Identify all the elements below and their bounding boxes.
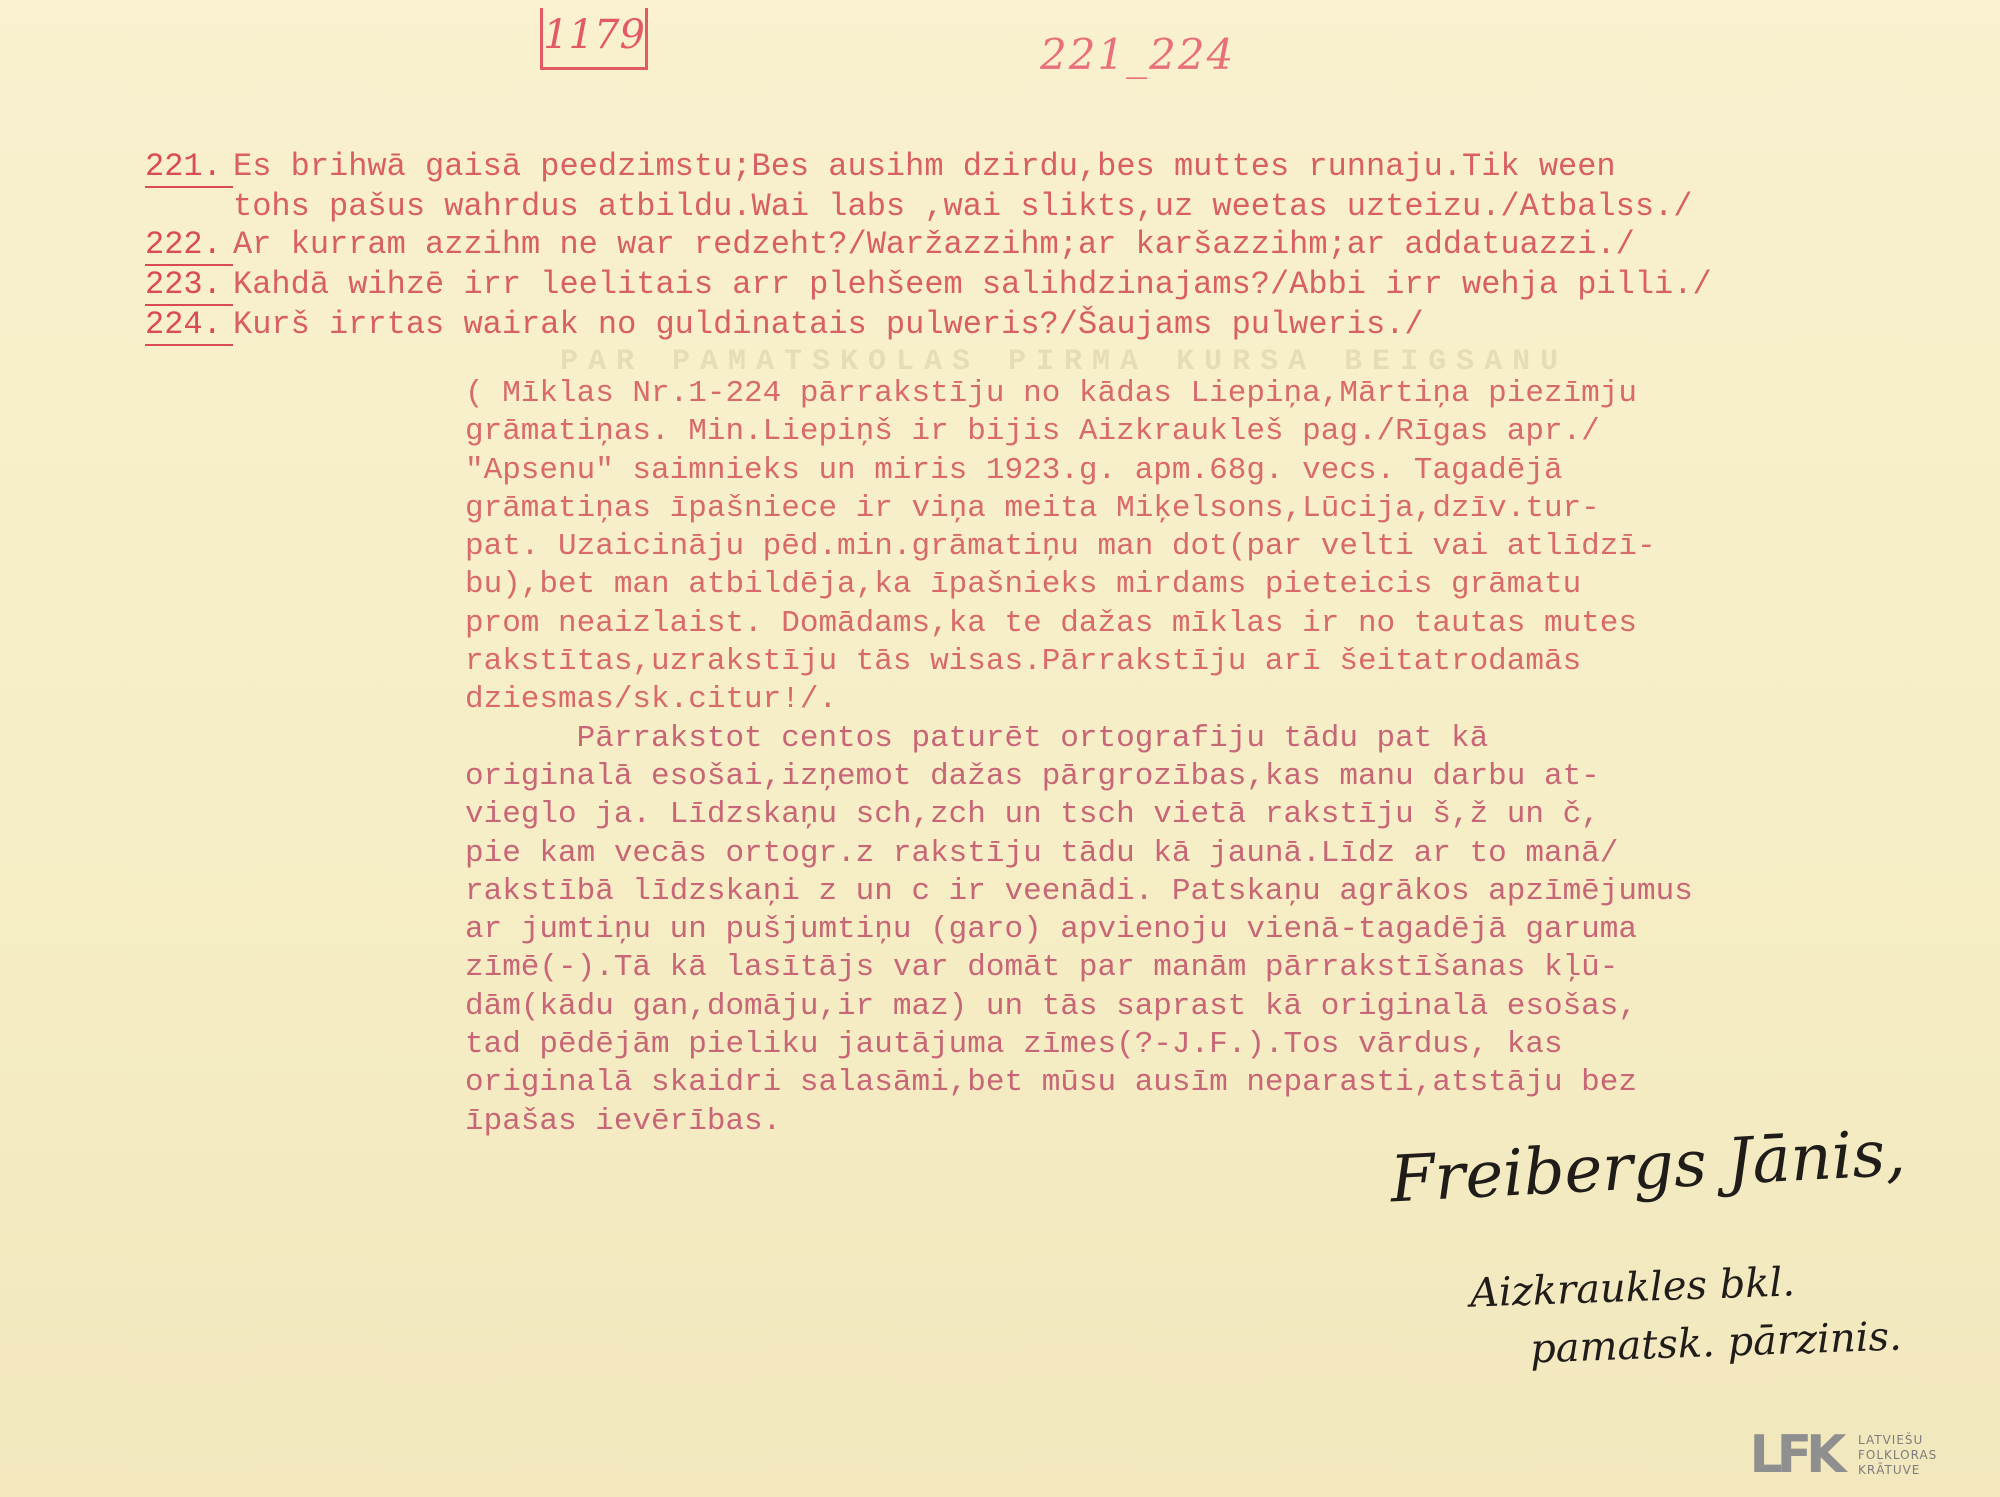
signature-role: pamatsk. pārzinis. xyxy=(1529,1313,1903,1373)
note-line: originalā esošai,izņemot dažas pārgrozības,kas manu darbu at- xyxy=(465,758,1600,794)
note-line: grāmatiņas. Min.Liepiņš ir bijis Aizkraukleš pag./Rīgas apr./ xyxy=(465,414,1600,450)
note-line: zīmē(-).Tā kā lasītājs var domāt par manām pārrakstīšanas kļū- xyxy=(465,950,1619,986)
note-line: dziesmas/sk.citur!/. xyxy=(465,682,838,718)
note-line: ar jumtiņu un pušjumtiņu (garo) apvienoju vienā-tagadējā garuma xyxy=(465,912,1637,948)
riddle-221-continued xyxy=(145,188,1985,226)
page-range: 221_224 xyxy=(1040,30,1236,79)
signature-name: Freibergs Jānis, xyxy=(1388,1116,1908,1218)
note-line: prom neaizlaist. Domādams,ka te dažas mīklas ir no tautas mutes xyxy=(465,605,1637,641)
riddle-text: tohs pašus wahrdus atbildu.Wai labs ,wai slikts,uz weetas uzteizu./Atbalss./ xyxy=(233,188,1693,225)
riddle-221 xyxy=(145,148,1985,188)
note-line: pie kam vecās ortogr.z rakstīju tādu kā jaunā.Līdz ar to manā/ xyxy=(465,835,1619,871)
riddle-number: 224. xyxy=(145,306,233,346)
riddle-text: Kahdā wihzē irr leelitais arr plehšeem salihdzinajams?/Abbi irr wehja pilli./ xyxy=(233,266,1712,303)
riddle-223 xyxy=(145,266,1985,306)
riddle-224 xyxy=(145,306,1985,346)
riddle-number: 223. xyxy=(145,266,233,306)
note-line: īpašas ievērības. xyxy=(465,1103,782,1139)
archive-number: 1179 xyxy=(540,8,648,70)
riddle-text: Ar kurram azzihm ne war redzeht?/Waržazzihm;ar karšazzihm;ar addatuazzi./ xyxy=(233,226,1635,263)
transcriber-note xyxy=(465,375,1985,1141)
logo-line: FOLKLORAS xyxy=(1858,1447,1938,1462)
note-line: rakstībā līdzskaņi z un c ir veenādi. Patskaņu agrākos apzīmējumus xyxy=(465,873,1693,909)
riddle-text: Kurš irrtas wairak no guldinatais pulweris?/Šaujams pulweris./ xyxy=(233,306,1424,343)
signature-school: Aizkraukles bkl. xyxy=(1469,1259,1796,1317)
note-line: rakstītas,uzrakstīju tās wisas.Pārrakstīju arī šeitatrodamās xyxy=(465,644,1582,680)
riddle-list xyxy=(145,148,1985,346)
note-line: bu),bet man atbildēja,ka īpašnieks mirdams pieteicis grāmatu xyxy=(465,567,1582,603)
riddle-number: 221. xyxy=(145,148,233,188)
note-line: pat. Uzaicināju pēd.min.grāmatiņu man dot(par velti vai atlīdzī- xyxy=(465,529,1656,565)
riddle-number: 222. xyxy=(145,226,233,266)
logo-line: LATVIEŠU xyxy=(1858,1432,1924,1447)
archive-logo-text xyxy=(1858,1433,1937,1478)
note-line: tad pēdējām pieliku jautājuma zīmes(?-J.F.).Tos vārdus, kas xyxy=(465,1027,1563,1063)
note-line: Pārrakstot centos paturēt ortografiju tādu pat kā xyxy=(465,720,1489,756)
archive-logo-icon: LFK xyxy=(1749,1425,1841,1485)
logo-line: KRĀTUVE xyxy=(1858,1462,1921,1477)
note-line: originalā skaidri salasāmi,bet mūsu ausīm neparasti,atstāju bez xyxy=(465,1065,1637,1101)
riddle-222 xyxy=(145,226,1985,266)
archive-logo xyxy=(1740,1420,1990,1490)
note-line: "Apsenu" saimnieks un miris 1923.g. apm.68g. vecs. Tagadējā xyxy=(465,452,1563,488)
note-line: vieglo ja. Līdzskaņu sch,zch un tsch vietā rakstīju š,ž un č, xyxy=(465,797,1600,833)
riddle-text: Es brihwā gaisā peedzimstu;Bes ausihm dzirdu,bes muttes runnaju.Tik ween xyxy=(233,148,1616,185)
note-line: grāmatiņas īpašniece ir viņa meita Miķelsons,Lūcija,dzīv.tur- xyxy=(465,490,1600,526)
note-line: dām(kādu gan,domāju,ir maz) un tās saprast kā originalā esošas, xyxy=(465,988,1637,1024)
bleed-through-mark: PAR PAMATSKOLAS PIRMA KURSA BEIGSANU xyxy=(560,345,1569,379)
note-line: ( Mīklas Nr.1-224 pārrakstīju no kādas Liepiņa,Mārtiņa piezīmju xyxy=(465,376,1637,411)
